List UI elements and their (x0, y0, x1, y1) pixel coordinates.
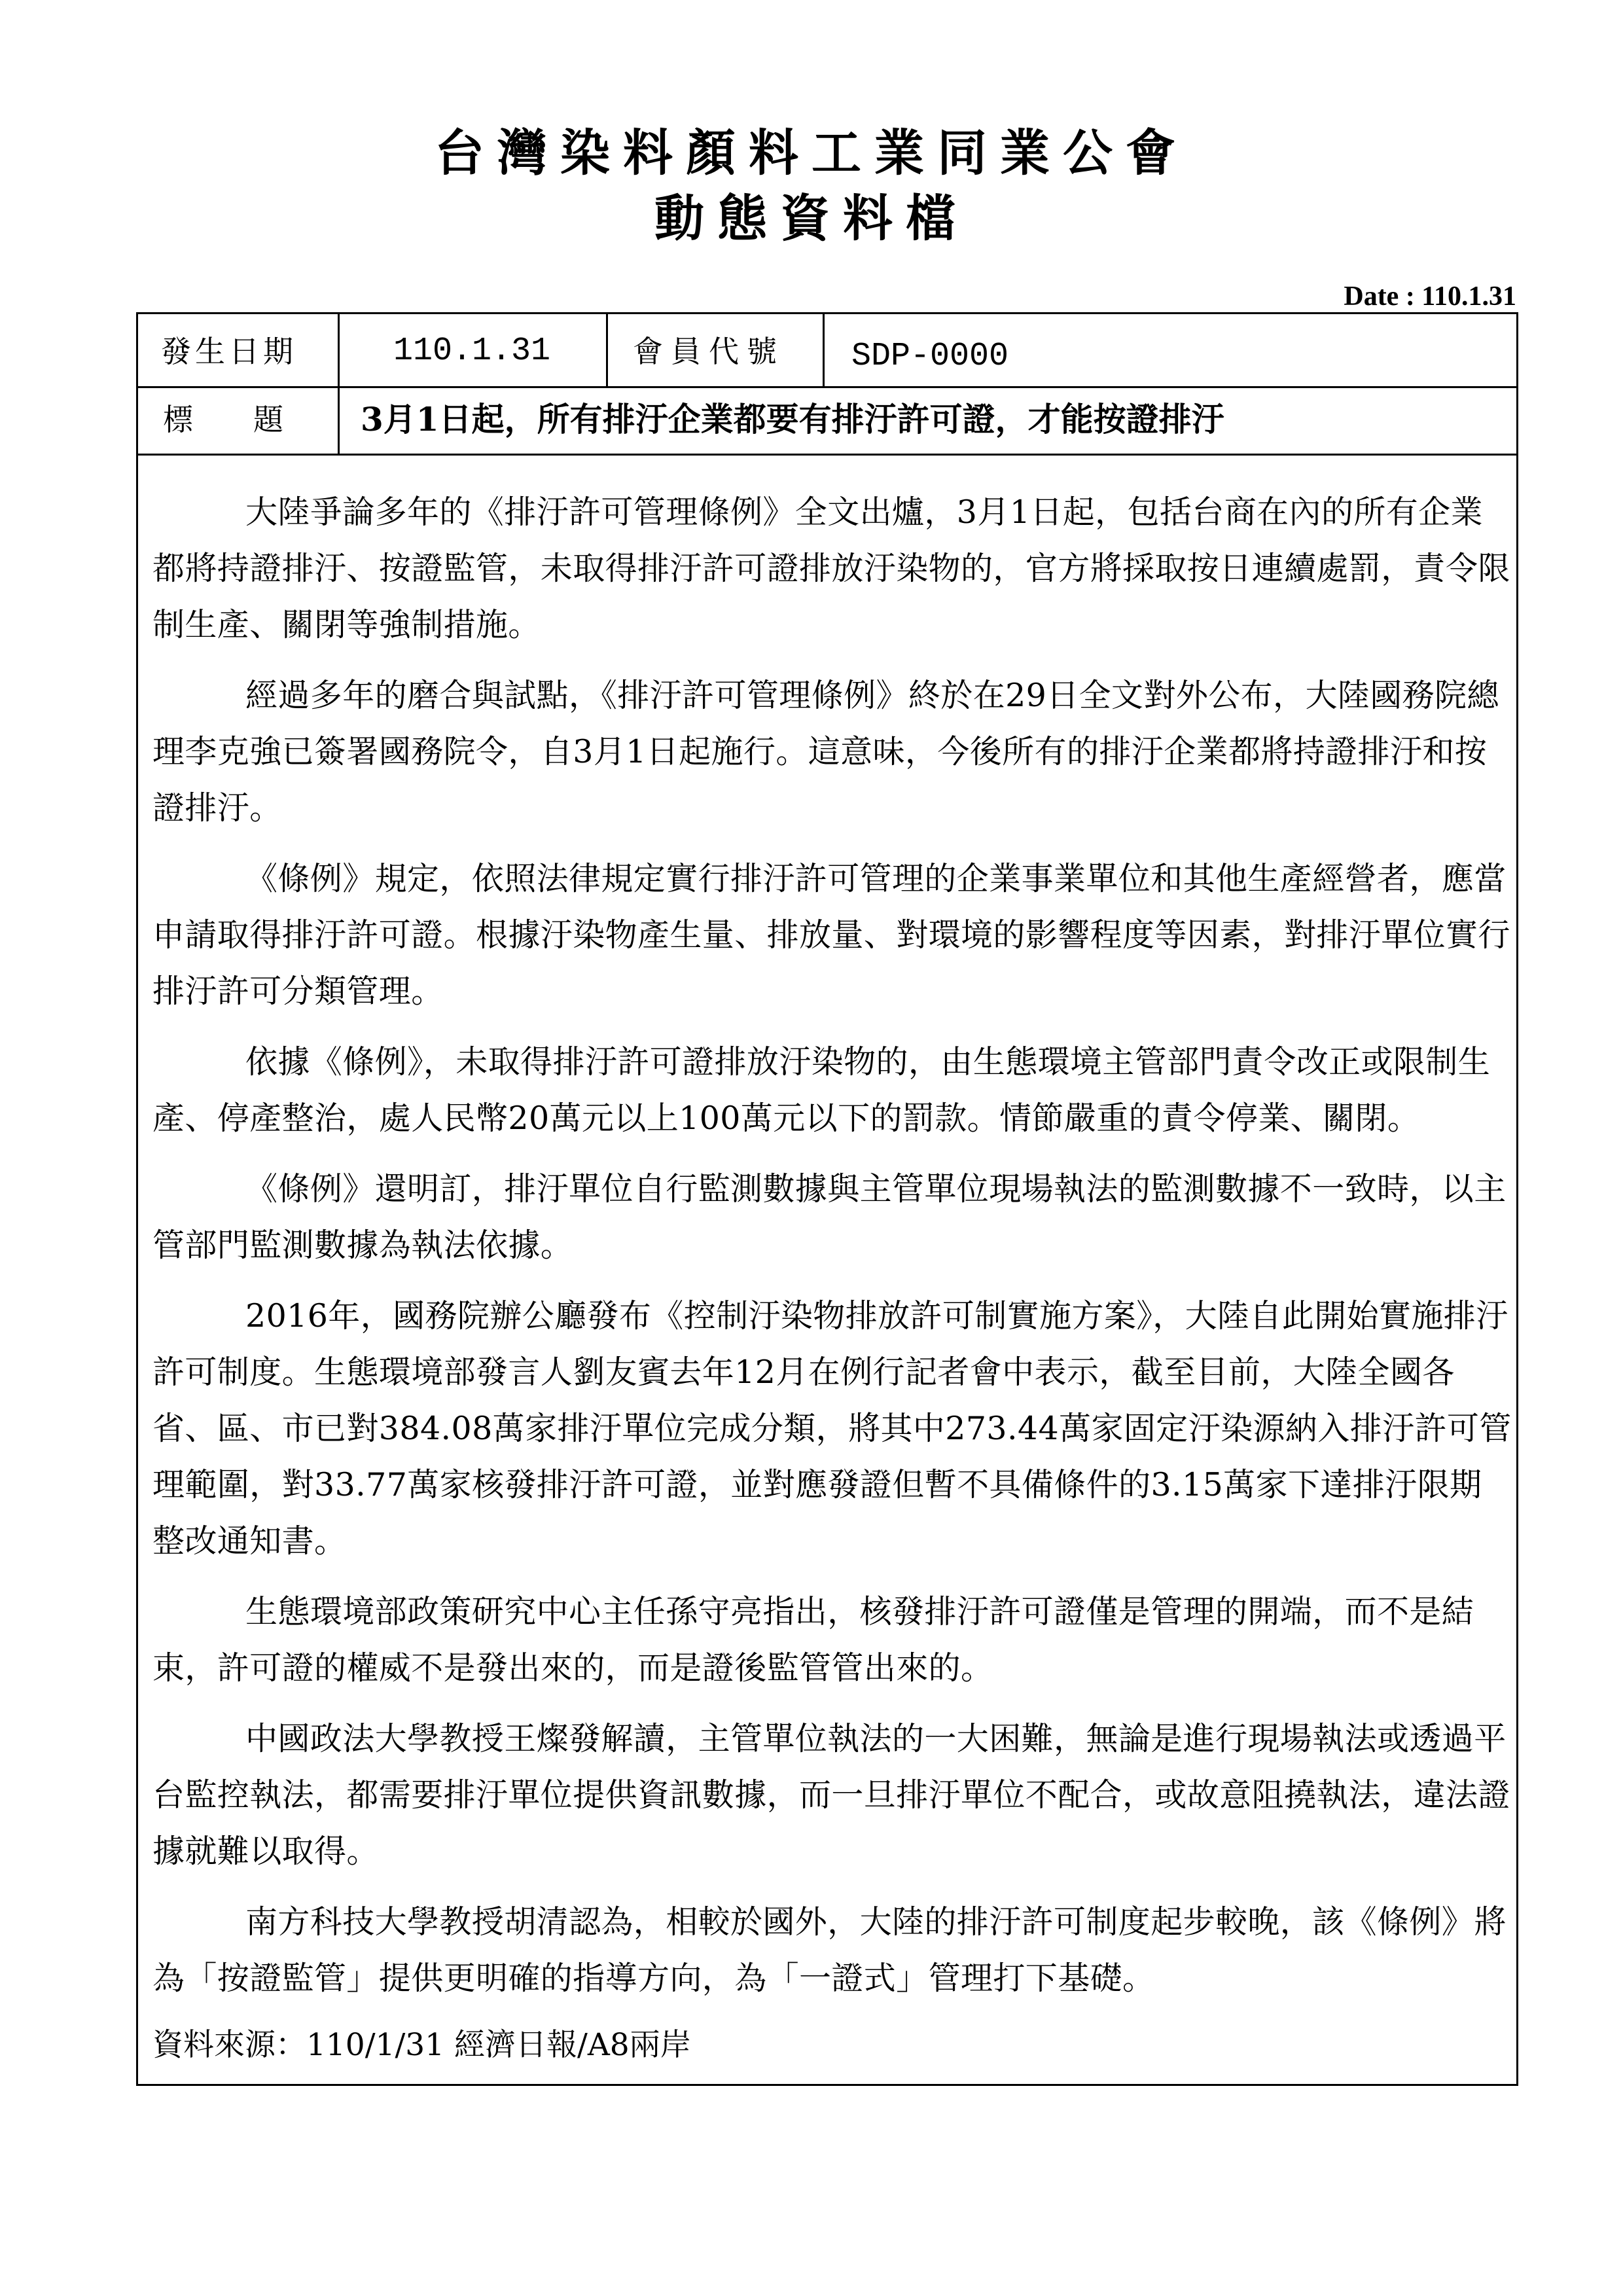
date-value: 110.1.31 (393, 332, 551, 370)
article-body (152, 484, 1514, 2021)
record-frame (136, 312, 1518, 2086)
paragraph: 《條例》規定，依照法律規定實行排汙許可管理的企業事業單位和其他生產經營者，應當申請取得排汙許可證。根據汙染物產生量、排放量、對環境的影響程度等因素，對排汙單位實行排汙許可分類管理。 (152, 860, 1510, 1010)
col-divider-date (606, 314, 608, 386)
col-divider-label (338, 314, 340, 454)
subject-value: 3月1日起，所有排汙企業都要有排汙許可證，才能按證排汙 (361, 400, 1224, 439)
paragraph: 《條例》還明訂，排汙單位自行監測數據與主管單位現場執法的監測數據不一致時，以主管部門監測數據為執法依據。 (152, 1170, 1507, 1264)
document-date: Date : 110.1.31 (1344, 281, 1516, 312)
paragraph: 經過多年的磨合與試點，《排汙許可管理條例》終於在29日全文對外公布，大陸國務院總理李克強已簽署國務院令，自3月1日起施行。這意味，今後所有的排汙企業都將持證排汙和按證排汙。 (152, 677, 1499, 827)
paragraph: 南方科技大學教授胡清認為，相較於國外，大陸的排汙許可制度起步較晚，該《條例》將為「按證監管」提供更明確的指導方向，為「一證式」管理打下基礎。 (152, 1903, 1507, 1997)
document-title-line1: 台灣染料顏料工業同業公會 (435, 124, 1188, 182)
row-divider-2 (138, 454, 1516, 456)
member-value: SDP-0000 (851, 338, 1009, 375)
row-divider-1 (138, 386, 1516, 388)
member-label: 會員代號 (633, 334, 785, 369)
paragraph: 2016年，國務院辦公廳發布《控制汙染物排放許可制實施方案》，大陸自此開始實施排汙許可制度。生態環境部發言人劉友賓去年12月在例行記者會中表示，截至目前，大陸全國各省、區、市已對384.08萬家排汙單位完成分類，將其中273.44萬家固定汙染源納入排汙許可管理範圍，對33.77萬家核發排汙許可證，並對應發證但暫不具備條件的3.15萬家下達排汙限期整改通知書。 (152, 1297, 1512, 1560)
paragraph: 依據《條例》，未取得排汙許可證排放汙染物的，由生態環境主管部門責令改正或限制生產、停產整治，處人民幣20萬元以上100萬元以下的罰款。情節嚴重的責令停業、關閉。 (152, 1043, 1491, 1137)
date-label: 發生日期 (161, 334, 297, 369)
data-source: 資料來源：110/1/31 經濟日報/A8兩岸 (152, 2027, 691, 2063)
document-title-line2: 動態資料檔 (654, 189, 969, 247)
paragraph: 大陸爭論多年的《排汙許可管理條例》全文出爐，3月1日起，包括台商在內的所有企業都將持證排汙、按證監管，未取得排汙許可證排放汙染物的，官方將採取按日連續處罰，責令限制生產、關閉等強制措施。 (152, 493, 1510, 643)
paragraph: 中國政法大學教授王燦發解讀，主管單位執法的一大困難，無論是進行現場執法或透過平台監控執法，都需要排汙單位提供資訊數據，而一旦排汙單位不配合，或故意阻撓執法，違法證據就難以取得。 (152, 1720, 1510, 1870)
subject-label: 標 題 (163, 402, 283, 437)
col-divider-member (823, 314, 825, 386)
paragraph: 生態環境部政策研究中心主任孫守亮指出，核發排汙許可證僅是管理的開端，而不是結束，許可證的權威不是發出來的，而是證後監管管出來的。 (152, 1593, 1474, 1687)
